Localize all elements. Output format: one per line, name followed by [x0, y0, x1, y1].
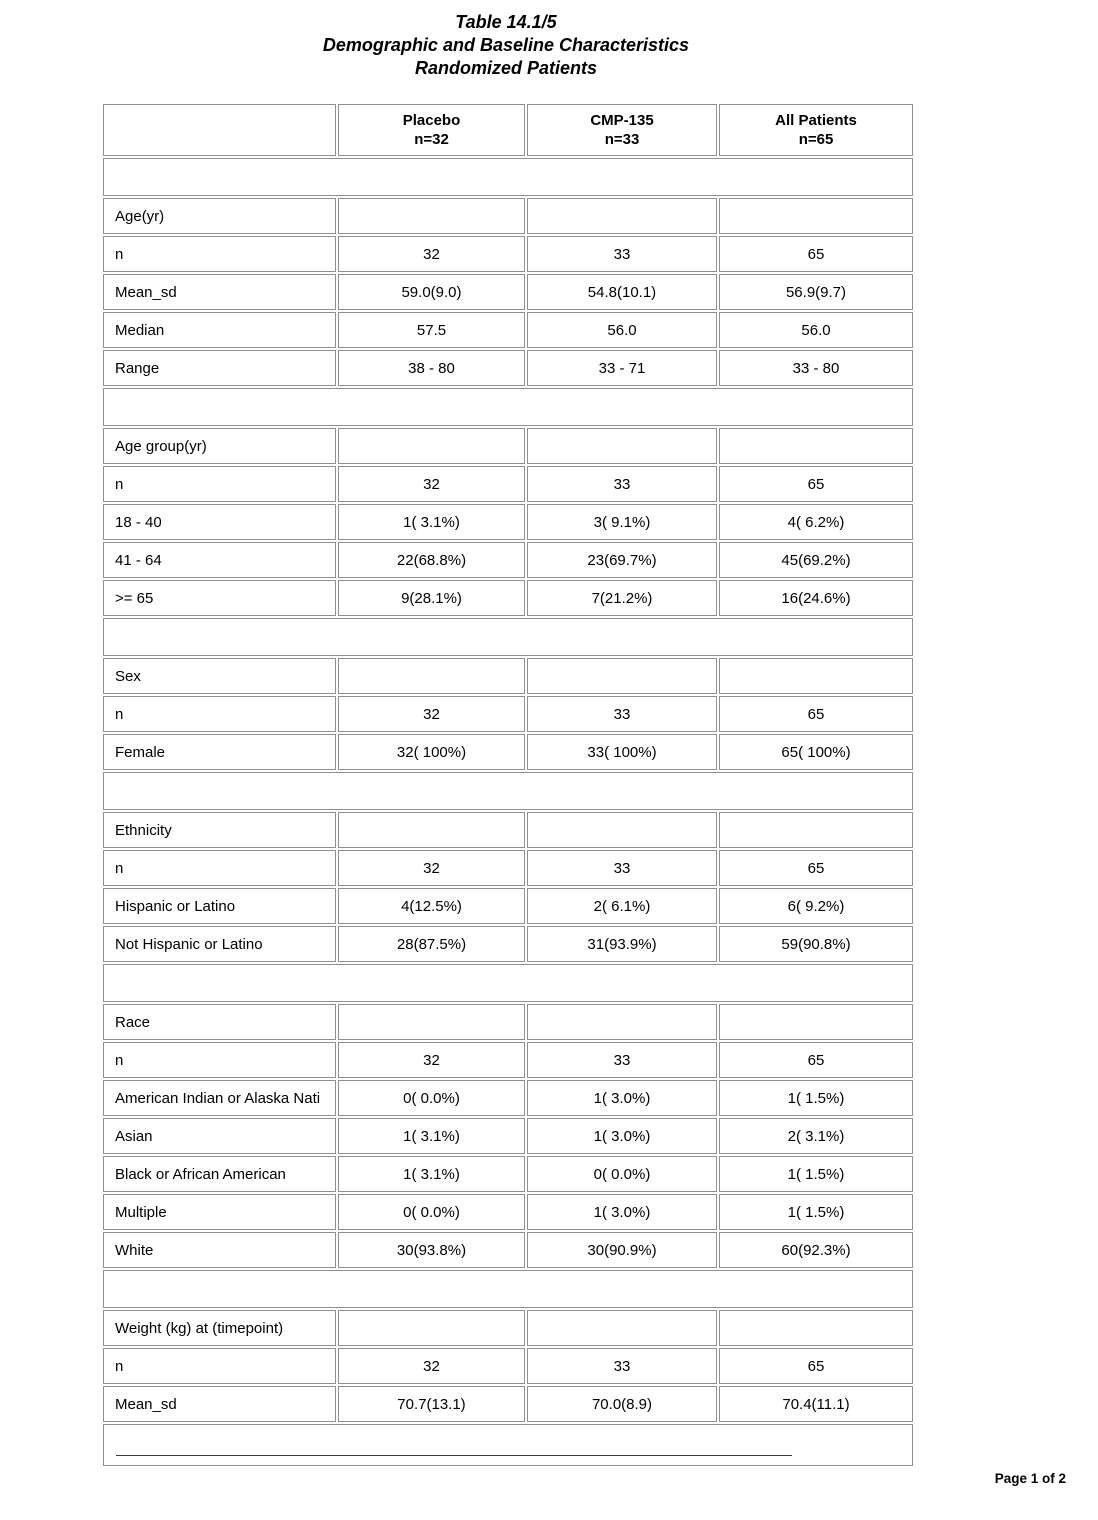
value-cell: 32	[338, 1348, 525, 1384]
data-row	[103, 1118, 913, 1154]
empty-cell	[527, 1004, 717, 1040]
empty-cell	[527, 428, 717, 464]
footnote-row	[103, 1424, 913, 1466]
section-row	[103, 1004, 913, 1040]
value-cell: 57.5	[338, 312, 525, 348]
row-label: 41 - 64	[103, 542, 336, 578]
data-row	[103, 850, 913, 886]
row-label: Weight (kg) at (timepoint)	[103, 1310, 336, 1346]
value-cell: 3( 9.1%)	[527, 504, 717, 540]
spacer-cell	[103, 388, 913, 426]
column-header-name: CMP-135	[590, 112, 654, 129]
value-cell: 1( 3.1%)	[338, 504, 525, 540]
value-cell: 45(69.2%)	[719, 542, 913, 578]
section-row	[103, 658, 913, 694]
value-cell: 1( 3.0%)	[527, 1118, 717, 1154]
empty-cell	[527, 812, 717, 848]
value-cell: 33	[527, 466, 717, 502]
data-row	[103, 1080, 913, 1116]
value-cell: 1( 3.0%)	[527, 1194, 717, 1230]
row-label: Mean_sd	[103, 1386, 336, 1422]
value-cell: 33	[527, 1042, 717, 1078]
data-row	[103, 1232, 913, 1268]
spacer-row	[103, 618, 913, 656]
footnote-separator-line	[116, 1455, 792, 1456]
value-cell: 1( 1.5%)	[719, 1194, 913, 1230]
row-label: Not Hispanic or Latino	[103, 926, 336, 962]
value-cell: 54.8(10.1)	[527, 274, 717, 310]
data-row	[103, 1042, 913, 1078]
value-cell: 56.0	[719, 312, 913, 348]
data-row	[103, 350, 913, 386]
value-cell: 38 - 80	[338, 350, 525, 386]
value-cell: 65	[719, 850, 913, 886]
row-label: Range	[103, 350, 336, 386]
value-cell: 0( 0.0%)	[338, 1194, 525, 1230]
spacer-row	[103, 388, 913, 426]
column-header	[719, 104, 913, 156]
value-cell: 56.0	[527, 312, 717, 348]
value-cell: 1( 1.5%)	[719, 1156, 913, 1192]
empty-cell	[527, 198, 717, 234]
value-cell: 28(87.5%)	[338, 926, 525, 962]
value-cell: 16(24.6%)	[719, 580, 913, 616]
empty-cell	[719, 428, 913, 464]
empty-cell	[527, 658, 717, 694]
row-label: Age group(yr)	[103, 428, 336, 464]
value-cell: 32	[338, 466, 525, 502]
page-number: Page 1 of 2	[994, 1471, 1066, 1486]
row-label: Sex	[103, 658, 336, 694]
value-cell: 65	[719, 236, 913, 272]
column-header-n: n=32	[414, 131, 449, 148]
title-line-3: Randomized Patients	[414, 58, 598, 78]
value-cell: 0( 0.0%)	[527, 1156, 717, 1192]
data-row	[103, 1386, 913, 1422]
data-row	[103, 274, 913, 310]
value-cell: 23(69.7%)	[527, 542, 717, 578]
data-row	[103, 466, 913, 502]
spacer-cell	[103, 1270, 913, 1308]
empty-cell	[338, 1004, 525, 1040]
value-cell: 65	[719, 466, 913, 502]
value-cell: 65	[719, 1348, 913, 1384]
row-label: Asian	[103, 1118, 336, 1154]
value-cell: 70.0(8.9)	[527, 1386, 717, 1422]
value-cell: 65	[719, 696, 913, 732]
value-cell: 33 - 80	[719, 350, 913, 386]
title-line-2: Demographic and Baseline Characteristics	[322, 35, 690, 55]
value-cell: 32	[338, 850, 525, 886]
spacer-cell	[103, 158, 913, 196]
data-row	[103, 312, 913, 348]
empty-cell	[338, 658, 525, 694]
column-header-n: n=33	[604, 131, 640, 148]
row-label: n	[103, 1042, 336, 1078]
column-header	[338, 104, 525, 156]
empty-cell	[719, 812, 913, 848]
row-label: n	[103, 696, 336, 732]
value-cell: 31(93.9%)	[527, 926, 717, 962]
empty-cell	[719, 198, 913, 234]
data-row	[103, 734, 913, 770]
empty-cell	[338, 812, 525, 848]
empty-cell	[338, 198, 525, 234]
value-cell: 9(28.1%)	[338, 580, 525, 616]
section-row	[103, 198, 913, 234]
row-label: Black or African American	[103, 1156, 336, 1192]
row-label: >= 65	[103, 580, 336, 616]
value-cell: 33	[527, 236, 717, 272]
empty-cell	[719, 658, 913, 694]
value-cell: 30(93.8%)	[338, 1232, 525, 1268]
row-label: American Indian or Alaska Nati	[103, 1080, 336, 1116]
value-cell: 60(92.3%)	[719, 1232, 913, 1268]
value-cell: 32	[338, 696, 525, 732]
header-row	[103, 104, 913, 156]
column-header	[527, 104, 717, 156]
title-line-1: Table 14.1/5	[455, 12, 557, 32]
spacer-cell	[103, 618, 913, 656]
value-cell: 32	[338, 236, 525, 272]
value-cell: 1( 3.1%)	[338, 1118, 525, 1154]
spacer-row	[103, 964, 913, 1002]
value-cell: 2( 3.1%)	[719, 1118, 913, 1154]
data-row	[103, 888, 913, 924]
demographics-table	[101, 102, 915, 1468]
value-cell: 22(68.8%)	[338, 542, 525, 578]
empty-cell	[338, 1310, 525, 1346]
spacer-cell	[103, 772, 913, 810]
value-cell: 1( 1.5%)	[719, 1080, 913, 1116]
value-cell: 70.7(13.1)	[338, 1386, 525, 1422]
empty-cell	[527, 1310, 717, 1346]
spacer-row	[103, 772, 913, 810]
row-label: 18 - 40	[103, 504, 336, 540]
empty-cell	[338, 428, 525, 464]
value-cell: 59.0(9.0)	[338, 274, 525, 310]
row-label: White	[103, 1232, 336, 1268]
value-cell: 1( 3.1%)	[338, 1156, 525, 1192]
footnote-cell	[103, 1424, 913, 1466]
row-label: Mean_sd	[103, 274, 336, 310]
value-cell: 0( 0.0%)	[338, 1080, 525, 1116]
spacer-cell	[103, 964, 913, 1002]
section-row	[103, 812, 913, 848]
row-label: n	[103, 850, 336, 886]
value-cell: 70.4(11.1)	[719, 1386, 913, 1422]
data-row	[103, 580, 913, 616]
section-row	[103, 428, 913, 464]
empty-cell	[719, 1004, 913, 1040]
row-label: Hispanic or Latino	[103, 888, 336, 924]
spacer-row	[103, 158, 913, 196]
value-cell: 33	[527, 696, 717, 732]
data-row	[103, 1156, 913, 1192]
value-cell: 33 - 71	[527, 350, 717, 386]
row-label: n	[103, 466, 336, 502]
value-cell: 7(21.2%)	[527, 580, 717, 616]
empty-cell	[719, 1310, 913, 1346]
value-cell: 33( 100%)	[527, 734, 717, 770]
value-cell: 32( 100%)	[338, 734, 525, 770]
column-header-empty	[103, 104, 336, 156]
value-cell: 33	[527, 1348, 717, 1384]
value-cell: 32	[338, 1042, 525, 1078]
value-cell: 6( 9.2%)	[719, 888, 913, 924]
value-cell: 4(12.5%)	[338, 888, 525, 924]
value-cell: 65	[719, 1042, 913, 1078]
value-cell: 33	[527, 850, 717, 886]
row-label: Female	[103, 734, 336, 770]
row-label: Ethnicity	[103, 812, 336, 848]
row-label: n	[103, 1348, 336, 1384]
section-row	[103, 1310, 913, 1346]
spacer-row	[103, 1270, 913, 1308]
value-cell: 30(90.9%)	[527, 1232, 717, 1268]
row-label: Age(yr)	[103, 198, 336, 234]
row-label: Multiple	[103, 1194, 336, 1230]
value-cell: 56.9(9.7)	[719, 274, 913, 310]
data-row	[103, 926, 913, 962]
value-cell: 2( 6.1%)	[527, 888, 717, 924]
data-row	[103, 236, 913, 272]
data-row	[103, 1194, 913, 1230]
row-label: Median	[103, 312, 336, 348]
column-header-name: All Patients	[775, 112, 857, 129]
value-cell: 1( 3.0%)	[527, 1080, 717, 1116]
row-label: n	[103, 236, 336, 272]
row-label: Race	[103, 1004, 336, 1040]
data-row	[103, 1348, 913, 1384]
data-row	[103, 696, 913, 732]
value-cell: 4( 6.2%)	[719, 504, 913, 540]
column-header-name: Placebo	[402, 112, 461, 129]
data-row	[103, 504, 913, 540]
data-row	[103, 542, 913, 578]
column-header-n: n=65	[798, 131, 834, 148]
value-cell: 59(90.8%)	[719, 926, 913, 962]
table-title	[103, 0, 909, 80]
value-cell: 65( 100%)	[719, 734, 913, 770]
